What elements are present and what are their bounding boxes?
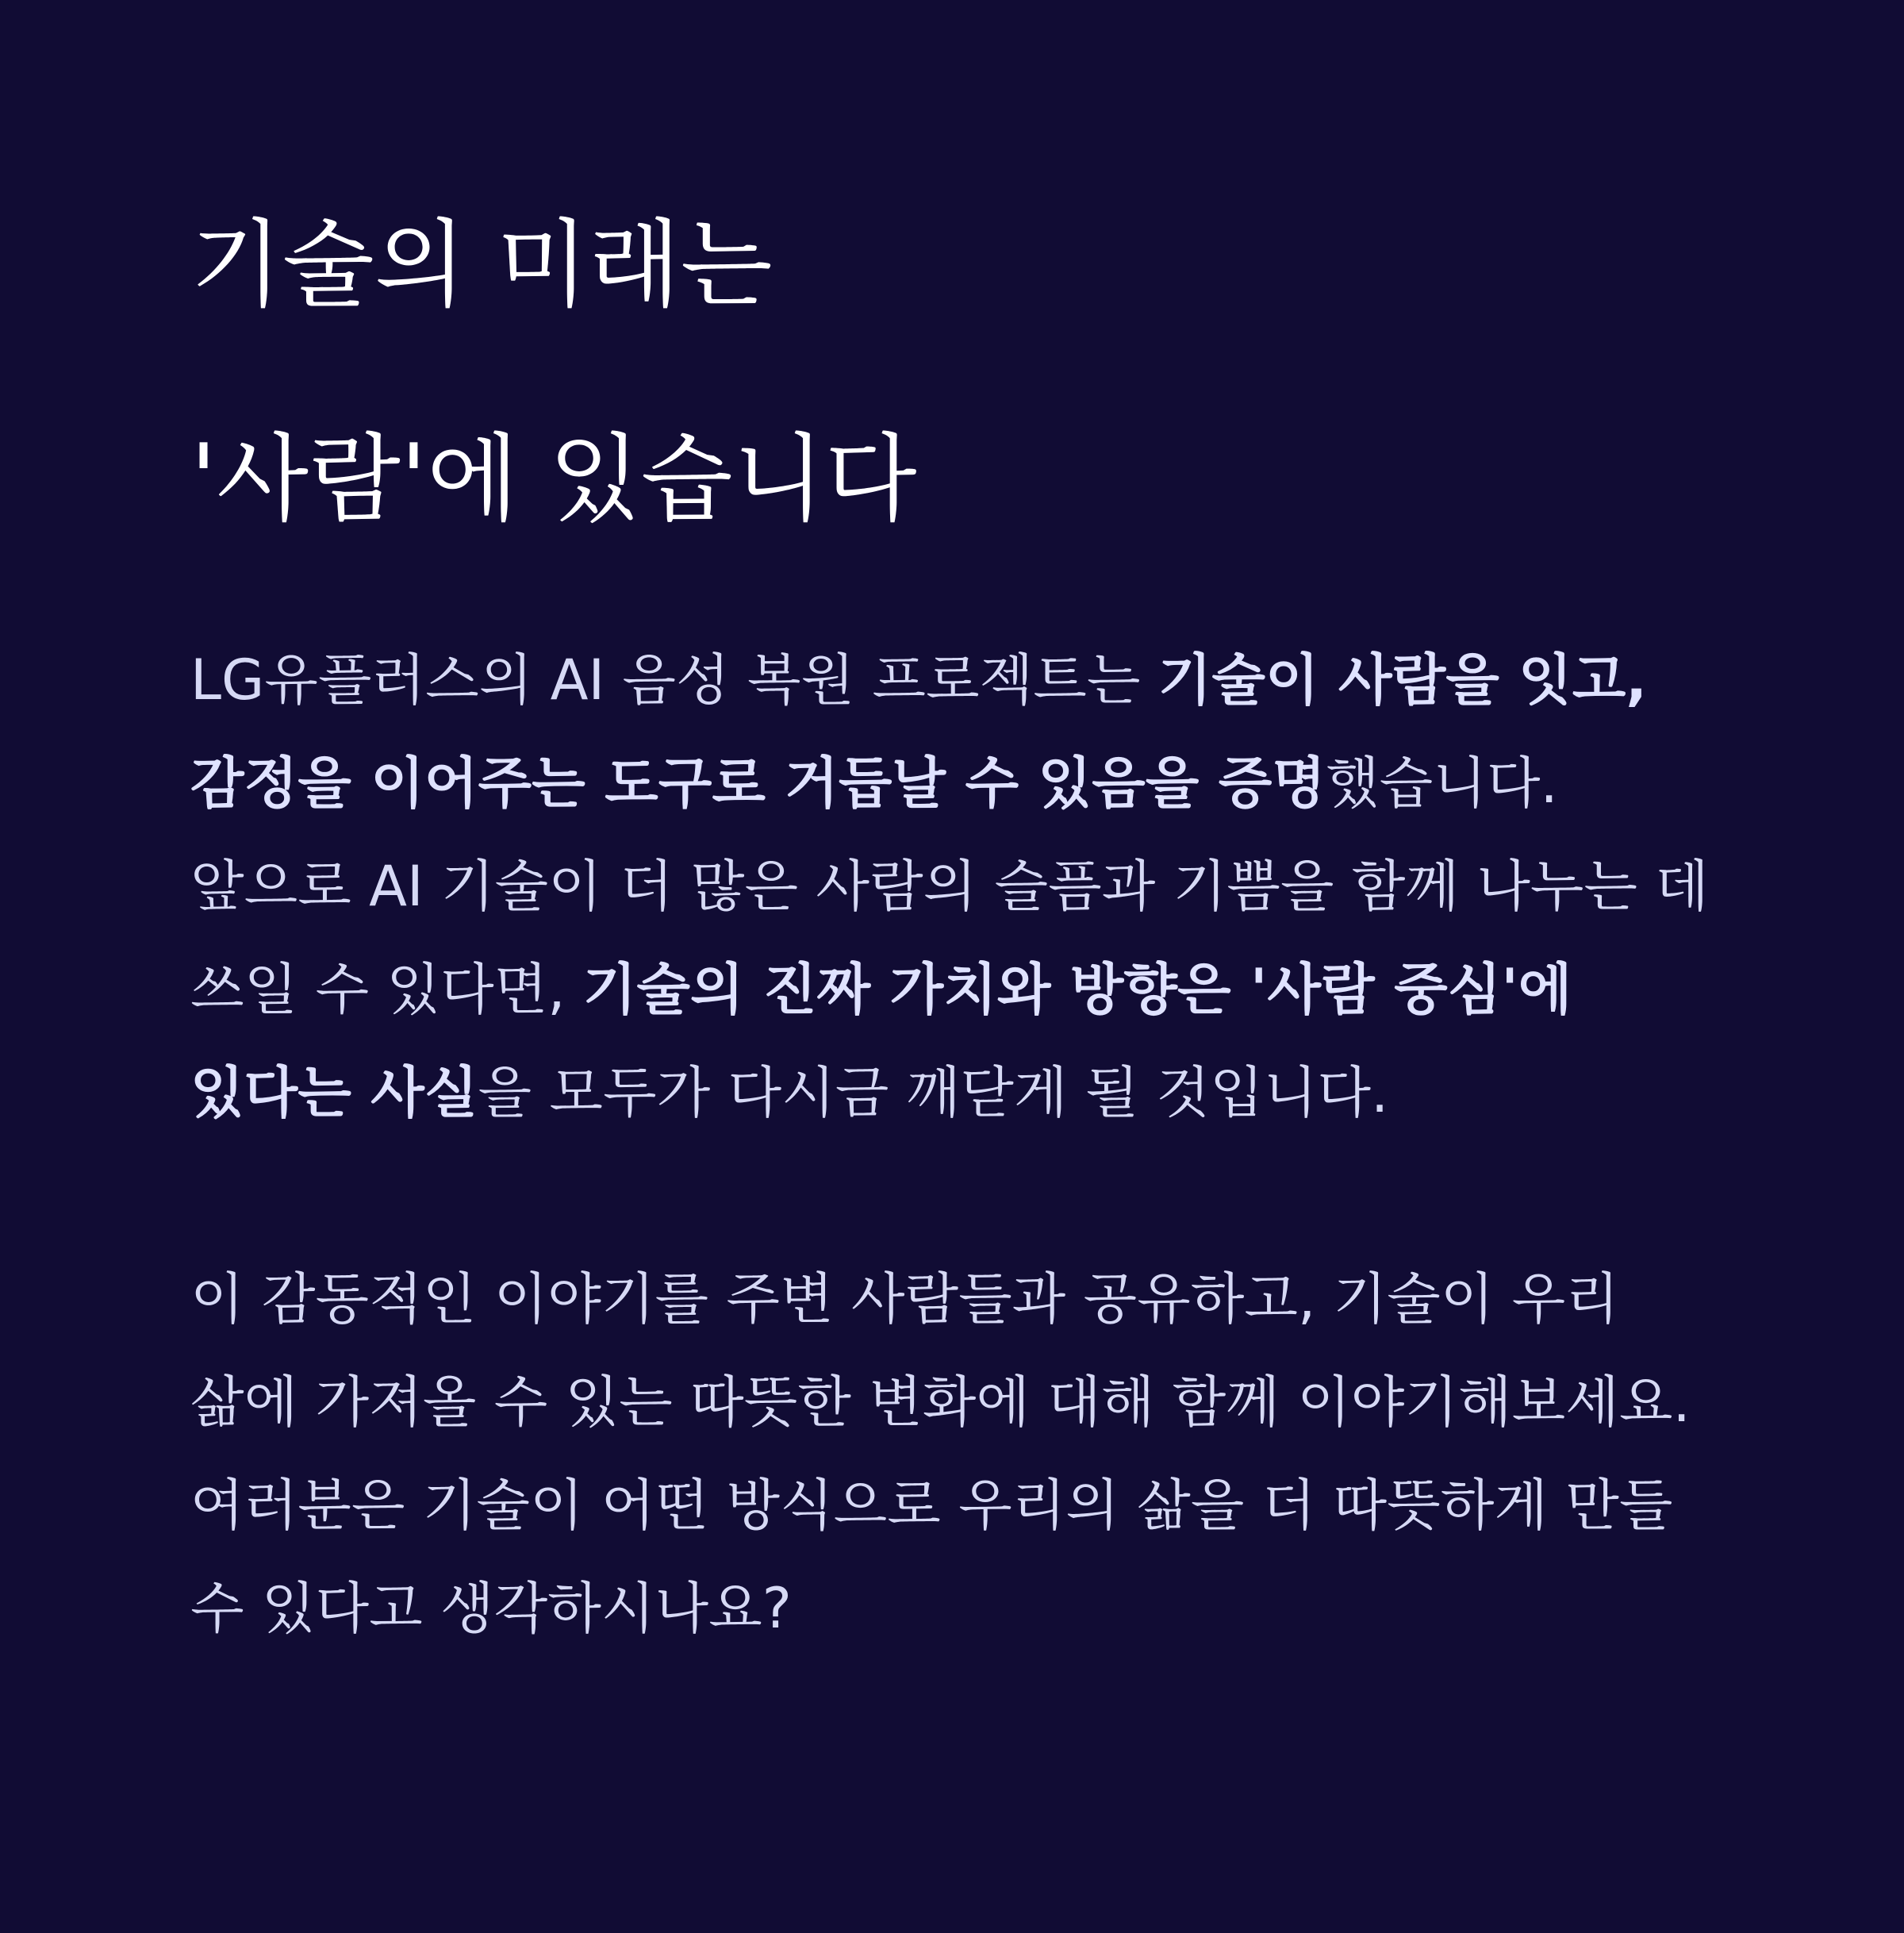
- paragraph-1-highlight: 기술이 사람을 잇고, 감정을 이어주는 도구로 거듭날 수 있음을 증명: [190, 648, 1648, 816]
- paragraph-1-segment: 을 모두가 다시금 깨닫게 될 것입니다.: [478, 1060, 1389, 1125]
- article-section: [190, 190, 1714, 1660]
- paragraph-1-segment: 했습니다. 앞으로 AI 기술이 더 많은 사람의 슬픔과 기쁨을 함께 나누는 데 쓰일 수 있다면,: [190, 751, 1709, 1022]
- paragraph-1-highlight: 기술의 진짜 가치와 방향은 '사람 중심'에 있다는 사실: [190, 957, 1572, 1125]
- body-paragraph-2: 이 감동적인 이야기를 주변 사람들과 공유하고, 기술이 우리 삶에 가져올 수 있는 따뜻한 변화에 대해 함께 이야기해보세요. 여러분은 기술이 어떤 방식으로 우리의 삶을 더 따뜻하게 만들 수 있다고 생각하시나요?: [190, 1266, 1691, 1641]
- page-title-line-2: '사람'에 있습니다: [190, 425, 917, 535]
- page-title-line-1: 기술의 미래는: [190, 210, 773, 321]
- body-paragraph-1: [190, 628, 1714, 1144]
- paragraph-1-segment: LG유플러스의 AI 음성 복원 프로젝트는: [190, 648, 1158, 713]
